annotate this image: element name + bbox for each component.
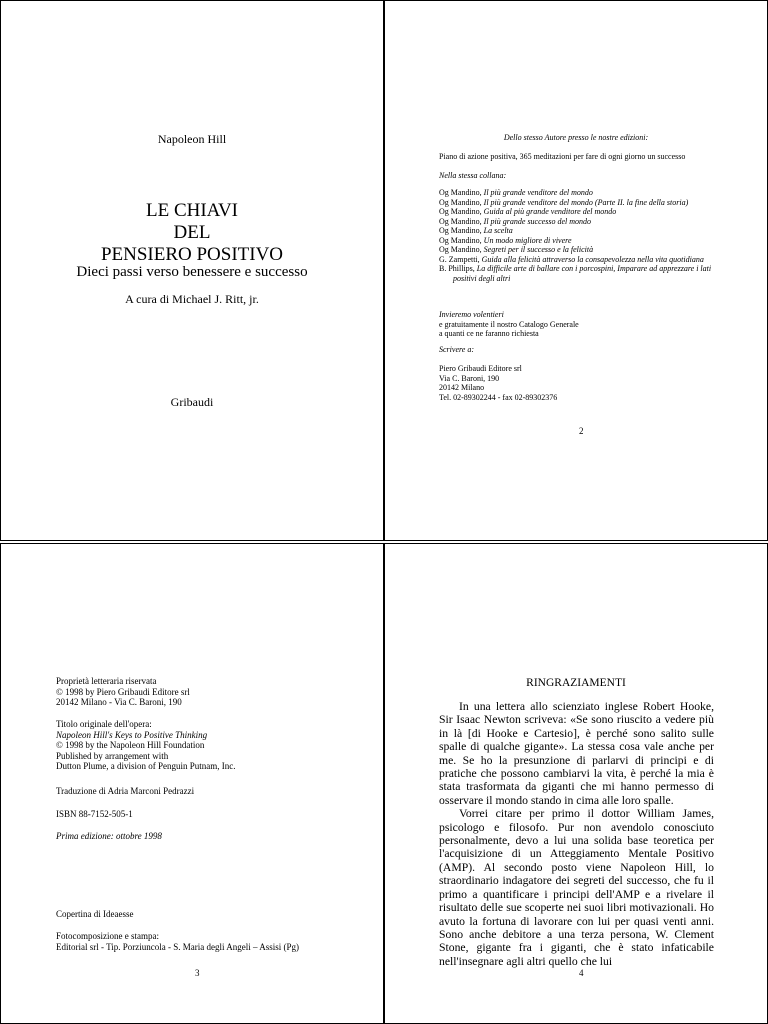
original-rights-line: © 1998 by the Napoleon Hill Foundation — [56, 740, 205, 750]
typesetting-credit: Editorial srl - Tip. Porziuncola - S. Maria degli Angeli – Assisi (Pg) — [56, 941, 299, 952]
rights-block — [56, 676, 190, 708]
series-item: Og Mandino, Il più grande venditore del mondo — [439, 188, 593, 197]
address-line: Piero Gribaudi Editore srl — [439, 364, 522, 373]
catalog-line: e gratuitamente il nostro Catalogo Generale — [439, 319, 579, 329]
page-number: 4 — [579, 968, 584, 978]
paragraph: Vorrei citare per primo il dottor William James, psicologo e filosofo. Pur non avendolo conosciuto personalmente, devo a lui una solida base teoretica per l'acquisizione di un Atteggiamento Mentale Positivo (AMP). Al secondo posto viene Napoleon Hill, lo straordinario indagatore dei segreti del successo, che fu il primo a quantificare i principi dell'AMP e a rivelare il risultato delle sue scoperte nei suoi libri motivazionali. Ho avuto la fortuna di lavorare con lui per quasi venti anni. Sono anche debitore a una terza persona, W. Clement Stone, gigante fra i giganti, che è stato infaticabile nell'insegnare agli altri quello che lui — [439, 807, 714, 968]
catalog-line: Invieremo volentieri — [439, 310, 504, 319]
page-2-book-list — [384, 0, 768, 541]
rights-line: Proprietà letteraria riservata — [56, 676, 157, 686]
write-to-label: Scrivere a: — [439, 345, 475, 354]
typesetting-block — [56, 931, 299, 952]
book-curator: A cura di Michael J. Ritt, jr. — [125, 292, 259, 306]
book-title-line-3: PENSIERO POSITIVO — [100, 244, 284, 265]
book-publisher: Gribaudi — [170, 395, 214, 409]
cover-credit: Copertina di Ideaesse — [56, 909, 134, 919]
address-line: 20142 Milano — [439, 383, 485, 392]
typesetting-label: Fotocomposizione e stampa: — [56, 931, 159, 941]
other-works-heading: Dello stesso Autore presso le nostre edizioni: — [503, 133, 649, 142]
publisher-address — [439, 364, 743, 402]
paragraph: In una lettera allo scienziato inglese Robert Hooke, Sir Isaac Newton scriveva: «Se sono riuscito a vedere più in là [di Hooke e Cartesio], è perché sono salito sulle spalle di qualche gigante». La stessa cosa vale anche per me. Se ho la presunzione di parlarvi di principi e di pratiche che possono cambiarvi la vita, è perché la mia è stata trasformata da giganti che mi hanno permesso di osservare il mondo stando in cima alle loro spalle. — [439, 700, 714, 807]
address-line: Tel. 02-89302244 - fax 02-89302376 — [439, 392, 558, 402]
series-heading: Nella stessa collana: — [439, 171, 507, 180]
original-title-label: Titolo originale dell'opera: — [56, 719, 152, 729]
original-title: Napoleon Hill's Keys to Positive Thinking — [56, 729, 208, 740]
series-item: Og Mandino, La scelta — [439, 226, 513, 235]
series-item: Og Mandino, Il più grande venditore del mondo (Parte II. la fine della storia) — [439, 197, 689, 207]
series-item: G. Zampetti, Guida alla felicità attraverso la consapevolezza nella vita quotidiana — [439, 254, 704, 264]
series-item: Og Mandino, Segreti per il successo e la felicità — [439, 245, 594, 254]
translation-credit: Traduzione di Adria Marconi Pedrazzi — [56, 786, 195, 796]
acknowledgements-body — [439, 700, 714, 968]
author-work: Piano di azione positiva, 365 meditazioni per fare di ogni giorno un successo — [439, 152, 686, 161]
isbn: ISBN 88-7152-505-1 — [56, 809, 133, 819]
page-4-acknowledgements — [384, 543, 768, 1024]
series-item: B. Phillips, La difficile arte di ballare con i porcospini, Imparare ad apprezzare i lati — [439, 264, 712, 273]
page-1-title-page — [0, 0, 384, 541]
original-rights-line: Published by arrangement with — [56, 750, 169, 761]
rights-line: 20142 Milano - Via C. Baroni, 190 — [56, 697, 182, 707]
series-item: Og Mandino, Il più grande successo del mondo — [439, 216, 591, 226]
series-item: Og Mandino, Guida al più grande venditore del mondo — [439, 207, 617, 216]
original-title-block — [56, 719, 236, 772]
book-title-line-1: LE CHIAVI — [145, 200, 238, 221]
book-subtitle: Dieci passi verso benessere e successo — [76, 264, 308, 280]
catalog-note — [439, 310, 743, 339]
edition: Prima edizione: ottobre 1998 — [56, 831, 162, 841]
catalog-line: a quanti ce ne faranno richiesta — [439, 329, 539, 338]
section-heading: RINGRAZIAMENTI — [526, 677, 626, 689]
series-list — [439, 188, 743, 283]
book-title-line-2: DEL — [173, 222, 211, 243]
series-item-continuation: positivi degli altri — [453, 273, 511, 283]
original-rights-line: Dutton Plume, a division of Penguin Putnam, Inc. — [56, 761, 236, 771]
book-author: Napoleon Hill — [157, 132, 227, 146]
page-number: 3 — [195, 968, 200, 978]
page-3-colophon — [0, 543, 384, 1024]
address-line: Via C. Baroni, 190 — [439, 373, 500, 383]
series-item: Og Mandino, Un modo migliore di vivere — [439, 235, 572, 245]
rights-line: © 1998 by Piero Gribaudi Editore srl — [56, 686, 190, 697]
page-number: 2 — [579, 426, 584, 436]
